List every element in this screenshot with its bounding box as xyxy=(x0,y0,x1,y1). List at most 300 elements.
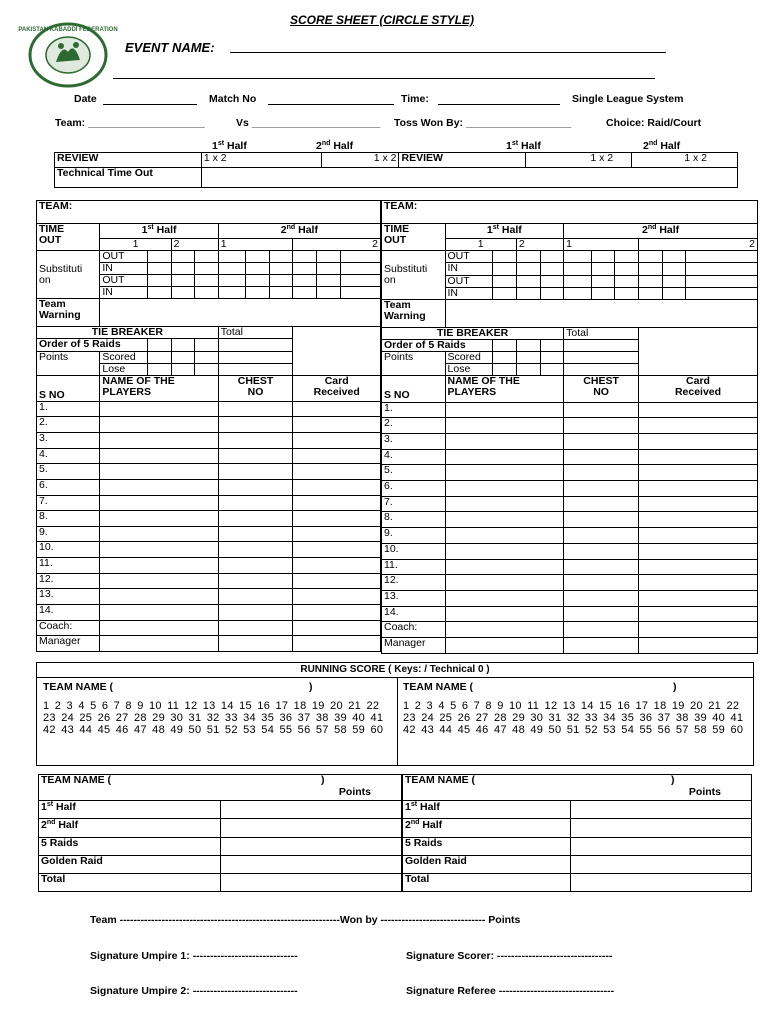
chest-no-cell[interactable] xyxy=(218,558,293,574)
table-row xyxy=(37,511,381,527)
substitution-label xyxy=(37,251,100,299)
second-half-label: Half xyxy=(298,224,318,237)
match-no-field[interactable] xyxy=(268,104,394,105)
points-cell[interactable] xyxy=(221,855,402,873)
signature-scorer[interactable]: Signature Scorer: --------------------------------- xyxy=(406,950,613,962)
substitution-cell[interactable] xyxy=(540,287,564,299)
serial-no: 3. xyxy=(37,432,100,448)
sub-label: Substituti xyxy=(384,263,428,276)
running-team-name-right[interactable]: TEAM NAME ( ) xyxy=(403,681,677,693)
card-cell[interactable] xyxy=(639,543,758,559)
team-warning-field[interactable] xyxy=(100,299,381,327)
substitution-cell[interactable] xyxy=(246,287,270,299)
one-label: 1 xyxy=(220,238,227,251)
name-header-2: PLAYERS xyxy=(447,386,497,399)
substitution-cell[interactable] xyxy=(615,263,639,275)
substitution-cell[interactable] xyxy=(340,263,380,275)
substitution-cell[interactable] xyxy=(340,275,380,287)
review-value[interactable]: 1 x 2 xyxy=(201,153,321,168)
card-cell[interactable] xyxy=(293,542,381,558)
table-row xyxy=(37,526,381,542)
team-warning-field[interactable] xyxy=(445,299,757,327)
serial-no: 12. xyxy=(382,575,446,591)
substitution-cell[interactable] xyxy=(218,263,245,275)
manager-label: Manager xyxy=(39,635,81,648)
substitution-cell[interactable] xyxy=(686,251,758,263)
manager-field[interactable] xyxy=(445,638,564,654)
points-row-label: Total xyxy=(403,873,571,891)
chest-no-cell[interactable] xyxy=(564,606,639,622)
substitution-cell[interactable] xyxy=(148,263,172,275)
substitution-cell[interactable] xyxy=(171,263,195,275)
sub-inout-label: IN xyxy=(447,286,459,299)
player-name-cell[interactable] xyxy=(445,433,564,449)
substitution-cell[interactable] xyxy=(195,287,219,299)
card-cell[interactable] xyxy=(639,433,758,449)
substitution-cell[interactable] xyxy=(246,263,270,275)
second-half-heading: 2nd Half xyxy=(316,140,354,152)
substitution-cell[interactable] xyxy=(218,251,245,263)
player-name-cell[interactable] xyxy=(100,526,218,542)
points-cell[interactable] xyxy=(571,855,752,873)
team-warning-label xyxy=(382,299,446,327)
chest-no-cell[interactable] xyxy=(218,542,293,558)
serial-no: 1. xyxy=(382,402,446,418)
table-row xyxy=(382,433,758,449)
half-num: 2 xyxy=(641,224,648,237)
table-row xyxy=(37,417,381,433)
substitution-cell[interactable] xyxy=(516,287,540,299)
two-label: 2 xyxy=(173,238,180,251)
card-cell[interactable] xyxy=(293,432,381,448)
team-label: TEAM: xyxy=(39,200,73,212)
player-name-cell[interactable] xyxy=(445,606,564,622)
substitution-cell[interactable] xyxy=(218,275,245,287)
card-cell[interactable] xyxy=(639,606,758,622)
substitution-cell[interactable] xyxy=(148,275,172,287)
card-cell[interactable] xyxy=(639,512,758,528)
substitution-cell[interactable] xyxy=(493,275,517,287)
card-cell[interactable] xyxy=(293,526,381,542)
card-cell[interactable] xyxy=(293,511,381,527)
card-cell[interactable] xyxy=(639,559,758,575)
chest-header: CHEST xyxy=(583,375,619,388)
serial-no: 10. xyxy=(37,542,100,558)
chest-no-cell[interactable] xyxy=(218,605,293,621)
points-cell[interactable] xyxy=(571,837,752,855)
card-header: Card xyxy=(324,374,349,387)
one-label: 1 xyxy=(566,238,572,251)
sub-inout-label: IN xyxy=(447,262,459,275)
points-header: Points xyxy=(338,786,371,798)
name-header: NAME OF THE xyxy=(102,374,175,387)
running-team-name-left[interactable]: TEAM NAME ( ) xyxy=(43,681,313,693)
first-half-label: Half xyxy=(156,224,177,237)
substitution-cell[interactable] xyxy=(686,275,758,287)
table-row xyxy=(37,448,381,464)
serial-no: 10. xyxy=(382,543,446,559)
substitution-cell[interactable] xyxy=(564,263,592,275)
substitution-cell[interactable] xyxy=(340,251,380,263)
sub-inout-label: IN xyxy=(102,262,113,275)
substitution-cell[interactable] xyxy=(615,287,639,299)
points-team-name[interactable]: TEAM NAME ( ) Points xyxy=(39,775,402,801)
substitution-cell[interactable] xyxy=(639,275,663,287)
substitution-cell[interactable] xyxy=(662,251,686,263)
signature-umpire-1[interactable]: Signature Umpire 1: ------------------------------ xyxy=(90,950,298,962)
out-label: OUT xyxy=(39,234,62,247)
review-value[interactable]: 1 x 2 xyxy=(632,153,738,168)
serial-no: 13. xyxy=(382,590,446,606)
serial-no: 5. xyxy=(37,464,100,480)
signature-umpire-2[interactable]: Signature Umpire 2: ------------------------------ xyxy=(90,985,298,997)
player-name-cell[interactable] xyxy=(100,558,218,574)
substitution-cell[interactable] xyxy=(615,275,639,287)
serial-no: 13. xyxy=(37,589,100,605)
chest-no-cell[interactable] xyxy=(218,495,293,511)
order-label xyxy=(382,340,493,352)
chest-header: CHEST xyxy=(237,374,274,387)
chest-no-cell[interactable] xyxy=(564,465,639,481)
substitution-cell[interactable] xyxy=(340,287,380,299)
points-cell[interactable] xyxy=(221,873,402,891)
team-name-cell[interactable] xyxy=(37,201,381,224)
chest-no-cell[interactable] xyxy=(564,418,639,434)
table-row xyxy=(37,589,381,605)
substitution-cell[interactable] xyxy=(218,287,245,299)
toss-label: Toss Won By: __________________ xyxy=(394,117,572,129)
player-name-cell[interactable] xyxy=(100,589,218,605)
substitution-cell[interactable] xyxy=(564,287,592,299)
chest-no-cell[interactable] xyxy=(218,401,293,417)
running-score-numbers-left[interactable]: 1 2 3 4 5 6 7 8 9 10 11 12 13 14 15 16 17 18 19 20 21 22 23 24 25 26 27 28 29 30 31 32 33 34 35 36 37 38 39 40 41 42 43 44 45 46 47 48 49 50 51 52 53 54 55 56 57 58 59 60 xyxy=(43,700,384,736)
points-cell[interactable] xyxy=(571,873,752,891)
substitution-cell[interactable] xyxy=(195,263,219,275)
card-cell[interactable] xyxy=(639,418,758,434)
points-cell[interactable] xyxy=(571,819,752,837)
sub-inout-label: IN xyxy=(102,286,113,299)
chest-no-cell[interactable] xyxy=(218,432,293,448)
chest-no-cell[interactable] xyxy=(218,417,293,433)
first-half-label: Half xyxy=(501,224,522,237)
order-label xyxy=(37,339,148,351)
choice-label: Choice: Raid/Court xyxy=(606,117,702,129)
tech-timeout-field[interactable] xyxy=(201,168,737,188)
card-cell[interactable] xyxy=(639,465,758,481)
substitution-cell[interactable] xyxy=(591,287,615,299)
card-cell[interactable] xyxy=(639,528,758,544)
substitution-cell[interactable] xyxy=(148,287,172,299)
substitution-cell[interactable] xyxy=(269,287,293,299)
substitution-cell[interactable] xyxy=(246,275,270,287)
scored-label: Scored xyxy=(102,350,136,363)
chest-no-cell[interactable] xyxy=(218,448,293,464)
vs-label: Vs ______________________ xyxy=(236,117,381,129)
chest-no-cell[interactable] xyxy=(218,589,293,605)
substitution-cell[interactable] xyxy=(293,287,317,299)
total-label: Total xyxy=(566,326,589,339)
substitution-cell[interactable] xyxy=(246,251,270,263)
table-row xyxy=(382,528,758,544)
serial-no: 8. xyxy=(37,511,100,527)
chest-no-cell[interactable] xyxy=(218,526,293,542)
player-name-cell[interactable] xyxy=(100,401,218,417)
table-row xyxy=(382,465,758,481)
substitution-cell[interactable] xyxy=(662,287,686,299)
event-name-line-2[interactable] xyxy=(113,78,655,79)
table-row xyxy=(37,573,381,589)
time-out-label xyxy=(37,224,100,251)
review-value[interactable]: 1 x 2 xyxy=(321,153,399,168)
card-cell[interactable] xyxy=(293,558,381,574)
serial-no: 3. xyxy=(382,433,446,449)
points-row-label: Golden Raid xyxy=(403,855,571,873)
player-name-cell[interactable] xyxy=(100,432,218,448)
coach-field[interactable] xyxy=(445,622,564,638)
card-cell[interactable] xyxy=(293,401,381,417)
team-warning-label xyxy=(37,299,100,327)
points-cell[interactable] xyxy=(571,801,752,819)
table-row xyxy=(37,464,381,480)
chest-header-2: NO xyxy=(247,385,264,398)
substitution-cell[interactable] xyxy=(591,263,615,275)
review-value[interactable]: 1 x 2 xyxy=(526,153,632,168)
chest-header-2: NO xyxy=(593,386,609,399)
serial-no: 5. xyxy=(382,465,446,481)
two-label: 2 xyxy=(518,238,525,251)
serial-no: 2. xyxy=(37,417,100,433)
time-field[interactable] xyxy=(438,104,560,105)
player-name-cell[interactable] xyxy=(445,512,564,528)
chest-no-cell[interactable] xyxy=(564,559,639,575)
chest-no-cell[interactable] xyxy=(564,433,639,449)
substitution-cell[interactable] xyxy=(195,275,219,287)
player-name-cell[interactable] xyxy=(100,542,218,558)
team-name-label: TEAM NAME ( xyxy=(405,774,475,786)
substitution-cell[interactable] xyxy=(317,251,341,263)
winner-line[interactable]: Team ---------------------------------------------------------------Won by ------------------------------ Points xyxy=(90,914,521,926)
serial-no: 7. xyxy=(382,496,446,512)
serial-no: 4. xyxy=(37,448,100,464)
sno-header: S NO xyxy=(384,389,410,402)
card-cell[interactable] xyxy=(639,496,758,512)
player-name-cell[interactable] xyxy=(100,605,218,621)
substitution-cell[interactable] xyxy=(540,251,564,263)
points-row-label: Golden Raid xyxy=(39,855,221,873)
serial-no: 14. xyxy=(37,605,100,621)
serial-no: 11. xyxy=(37,558,100,574)
substitution-cell[interactable] xyxy=(293,263,317,275)
points-label: Points xyxy=(39,350,69,363)
substitution-cell[interactable] xyxy=(639,251,663,263)
card-cell[interactable] xyxy=(639,449,758,465)
signature-referee[interactable]: Signature Referee --------------------------------- xyxy=(406,985,615,997)
chest-no-cell[interactable] xyxy=(564,543,639,559)
warn-label-2: Warning xyxy=(39,309,81,322)
substitution-cell[interactable] xyxy=(493,251,517,263)
player-name-cell[interactable] xyxy=(445,559,564,575)
logo-text: PAKISTAN KABADDI FEDERATION xyxy=(18,27,118,33)
substitution-cell[interactable] xyxy=(493,263,517,275)
player-name-cell[interactable] xyxy=(100,479,218,495)
serial-no: 14. xyxy=(382,606,446,622)
player-name-cell[interactable] xyxy=(445,590,564,606)
team-name-cell[interactable] xyxy=(382,201,758,224)
warn-label: Team xyxy=(384,298,411,311)
substitution-cell[interactable] xyxy=(516,251,540,263)
substitution-cell[interactable] xyxy=(686,287,758,299)
card-cell[interactable] xyxy=(293,417,381,433)
substitution-cell[interactable] xyxy=(516,263,540,275)
one-label: 1 xyxy=(477,238,484,251)
match-no-label: Match No xyxy=(209,93,257,105)
player-name-cell[interactable] xyxy=(445,465,564,481)
card-cell[interactable] xyxy=(639,575,758,591)
tie-breaker-label xyxy=(382,327,564,339)
substitution-cell[interactable] xyxy=(293,275,317,287)
card-cell[interactable] xyxy=(293,573,381,589)
chest-no-cell[interactable] xyxy=(218,479,293,495)
chest-no-cell[interactable] xyxy=(564,512,639,528)
substitution-cell[interactable] xyxy=(195,251,219,263)
card-cell[interactable] xyxy=(293,495,381,511)
player-name-cell[interactable] xyxy=(445,449,564,465)
card-cell[interactable] xyxy=(293,448,381,464)
sub-inout-label: OUT xyxy=(447,250,470,263)
lose-label: Lose xyxy=(447,363,471,376)
points-team-name[interactable]: TEAM NAME ( ) Points xyxy=(403,775,752,801)
substitution-cell[interactable] xyxy=(540,263,564,275)
player-name-cell[interactable] xyxy=(445,528,564,544)
serial-no: 4. xyxy=(382,449,446,465)
card-cell[interactable] xyxy=(639,590,758,606)
card-cell[interactable] xyxy=(293,605,381,621)
serial-no: 9. xyxy=(382,528,446,544)
substitution-cell[interactable] xyxy=(171,287,195,299)
half-num: 1 xyxy=(141,224,148,237)
card-cell[interactable] xyxy=(293,589,381,605)
points-cell[interactable] xyxy=(221,819,402,837)
chest-no-cell[interactable] xyxy=(564,528,639,544)
card-cell[interactable] xyxy=(639,402,758,418)
substitution-cell[interactable] xyxy=(615,251,639,263)
card-header-2: Received xyxy=(313,385,360,398)
chest-no-cell[interactable] xyxy=(218,464,293,480)
coach-field[interactable] xyxy=(100,620,218,636)
substitution-cell[interactable] xyxy=(148,251,172,263)
player-name-cell[interactable] xyxy=(100,464,218,480)
table-row xyxy=(382,449,758,465)
system-label: Single League System xyxy=(572,93,684,105)
chest-no-cell[interactable] xyxy=(218,573,293,589)
substitution-cell[interactable] xyxy=(171,275,195,287)
substitution-cell[interactable] xyxy=(662,263,686,275)
substitution-cell[interactable] xyxy=(493,287,517,299)
chest-no-cell[interactable] xyxy=(564,590,639,606)
date-field[interactable] xyxy=(103,104,197,105)
points-cell[interactable] xyxy=(221,801,402,819)
player-name-cell[interactable] xyxy=(100,448,218,464)
sub-inout-label: OUT xyxy=(102,250,125,263)
card-cell[interactable] xyxy=(639,481,758,497)
table-row xyxy=(37,495,381,511)
event-name-line[interactable] xyxy=(230,52,666,53)
chest-no-cell[interactable] xyxy=(564,575,639,591)
running-score-numbers-right[interactable]: 1 2 3 4 5 6 7 8 9 10 11 12 13 14 15 16 17 18 19 20 21 22 23 24 25 26 27 28 29 30 31 32 33 34 35 36 37 38 39 40 41 42 43 44 45 46 47 48 49 50 51 52 53 54 55 56 57 58 59 60 xyxy=(403,700,744,736)
substitution-cell[interactable] xyxy=(317,275,341,287)
chest-no-cell[interactable] xyxy=(564,496,639,512)
player-name-cell[interactable] xyxy=(100,417,218,433)
substitution-cell[interactable] xyxy=(686,263,758,275)
substitution-cell[interactable] xyxy=(317,263,341,275)
half-num: 2 xyxy=(280,224,287,237)
team-label: Team: ____________________ xyxy=(55,117,205,129)
substitution-cell[interactable] xyxy=(639,263,663,275)
substitution-cell[interactable] xyxy=(591,275,615,287)
player-name-cell[interactable] xyxy=(445,496,564,512)
table-row xyxy=(382,496,758,512)
substitution-cell[interactable] xyxy=(293,251,317,263)
substitution-cell[interactable] xyxy=(564,251,592,263)
player-name-cell[interactable] xyxy=(445,481,564,497)
player-name-cell[interactable] xyxy=(445,418,564,434)
substitution-cell[interactable] xyxy=(171,251,195,263)
card-cell[interactable] xyxy=(293,464,381,480)
serial-no: 8. xyxy=(382,512,446,528)
substitution-cell[interactable] xyxy=(540,275,564,287)
points-cell[interactable] xyxy=(221,837,402,855)
substitution-cell[interactable] xyxy=(564,275,592,287)
chest-no-cell[interactable] xyxy=(564,449,639,465)
player-name-cell[interactable] xyxy=(100,573,218,589)
sub-label-2: on xyxy=(384,274,396,287)
chest-no-cell[interactable] xyxy=(218,511,293,527)
substitution-cell[interactable] xyxy=(662,275,686,287)
table-row xyxy=(37,558,381,574)
page-title: SCORE SHEET (CIRCLE STYLE) xyxy=(290,13,475,27)
first-half-heading: 1st Half xyxy=(212,140,247,152)
manager-field[interactable] xyxy=(100,636,218,652)
time-label: TIME xyxy=(384,223,410,236)
order-label: Order of 5 Raids xyxy=(384,339,466,352)
substitution-cell[interactable] xyxy=(516,275,540,287)
player-name-cell[interactable] xyxy=(100,511,218,527)
player-name-cell[interactable] xyxy=(445,575,564,591)
player-name-cell[interactable] xyxy=(445,543,564,559)
points-row-label: Total xyxy=(39,873,221,891)
team-block-left: TEAM: TIME OUT 1st Half 2nd Half 1 2 1 2 Substituti on OUT IN OUT IN Team Warning TIE BREAKER Total Order of 5 Raids Points Scored Lose S NO NAME OF THE PLAYERS CHEST NO Card Received 1. 2. 3. 4. 5. 6. 7. 8. 9. 10. 11. 12. 13. 14. Coach: Manager xyxy=(36,200,381,652)
table-row xyxy=(382,512,758,528)
player-name-cell[interactable] xyxy=(445,402,564,418)
substitution-cell[interactable] xyxy=(639,287,663,299)
sub-inout-label: OUT xyxy=(447,274,470,287)
chest-no-cell[interactable] xyxy=(564,402,639,418)
substitution-cell[interactable] xyxy=(317,287,341,299)
time-label: Time: xyxy=(401,93,429,105)
serial-no: 9. xyxy=(37,526,100,542)
warn-label-2: Warning xyxy=(384,309,426,322)
substitution-cell[interactable] xyxy=(269,251,293,263)
substitution-cell[interactable] xyxy=(269,263,293,275)
substitution-cell[interactable] xyxy=(591,251,615,263)
player-name-cell[interactable] xyxy=(100,495,218,511)
half-num: 1 xyxy=(486,224,493,237)
chest-no-cell[interactable] xyxy=(564,481,639,497)
substitution-cell[interactable] xyxy=(269,275,293,287)
card-cell[interactable] xyxy=(293,479,381,495)
table-row xyxy=(382,402,758,418)
order-label: Order of 5 Raids xyxy=(39,338,121,351)
